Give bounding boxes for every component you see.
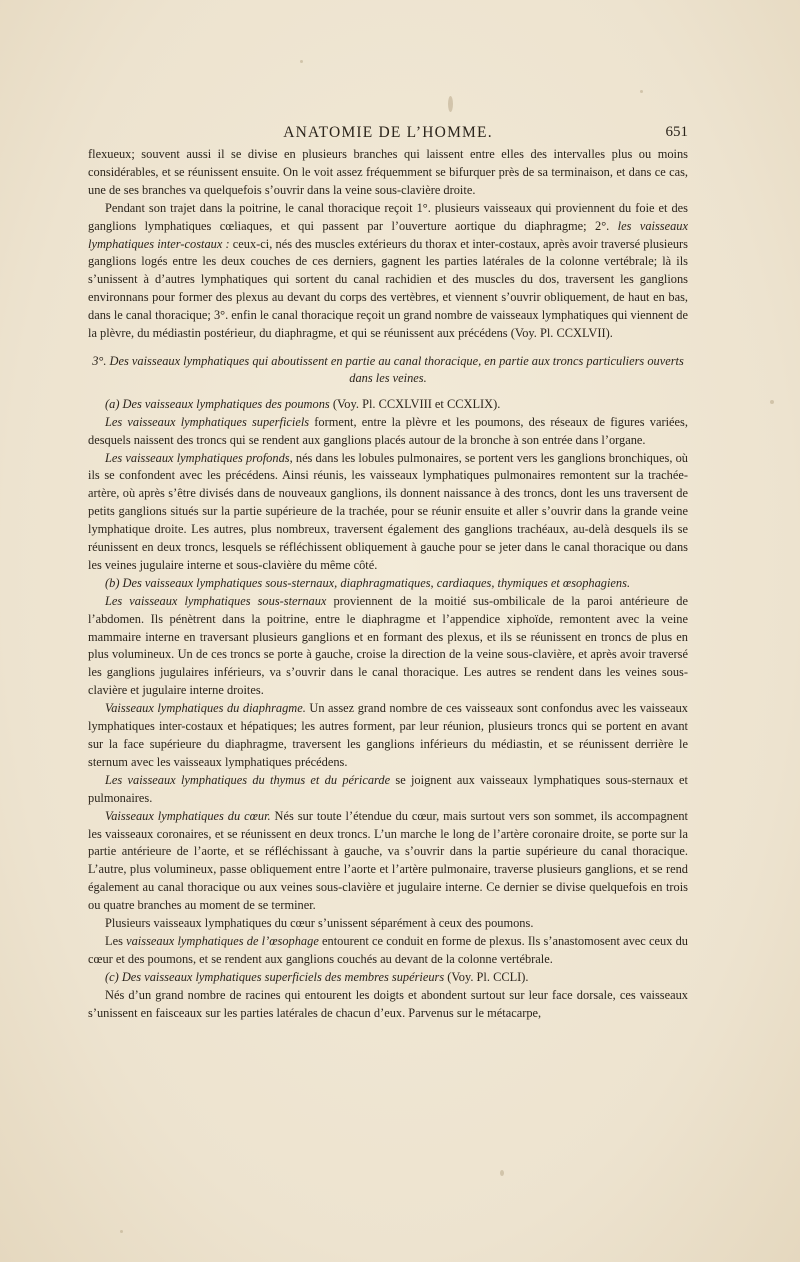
paragraph-text: Nés d’un grand nombre de racines qui entourent les doigts et abondent surtout sur leur face dorsale, ces vaisseaux s’unissent en faisceaux sur les parties latérales de chacun d’eux. Parvenus sur le métacarpe, [88, 987, 688, 1020]
subsection-title: (c) Des vaisseaux lymphatiques superficiels des membres supérieurs [105, 969, 445, 984]
paper-foxing-spot [640, 90, 643, 93]
paragraph-text: Pendant son trajet dans la poitrine, le canal thoracique reçoit 1°. plusieurs vaisseaux qui proviennent du foie et des ganglions lymphatiques cœliaques, et qui passent par l’ouverture aortique du diaphragme; 2°. [88, 200, 688, 233]
italic-term: Les vaisseaux lymphatiques superficiels [105, 414, 310, 429]
paragraph-text: Un assez grand nombre de ces vaisseaux sont confondus avec les vaisseaux lymphatiques inter-costaux et hépatiques; les autres forment, par leur réunion, plusieurs troncs qui se portent en avant sur la face supérieure du diaphragme, traversent les ganglions inférieurs du médiastin, et se réunissent derrière le sternum avec les vaisseaux lymphatiques précédens. [88, 701, 688, 769]
paragraph [88, 200, 688, 343]
subsection-heading [88, 396, 688, 414]
paragraph-text: Plusieurs vaisseaux lymphatiques du cœur s’unissent séparément à ceux des poumons. [105, 916, 534, 931]
paragraph [88, 593, 688, 700]
page-header [88, 124, 688, 146]
paragraph [88, 700, 688, 772]
paragraph [88, 808, 688, 915]
page-number: 651 [665, 124, 688, 140]
paper-foxing-spot [770, 400, 774, 404]
paragraph [88, 450, 688, 575]
paragraph [88, 933, 688, 969]
paper-foxing-spot [500, 1170, 504, 1176]
plate-reference: (Voy. Pl. CCLI). [444, 969, 529, 984]
italic-term: les vaisseaux lymphatiques inter-costaux : [88, 218, 688, 251]
paragraph-text: Les [105, 933, 127, 948]
paragraph [88, 915, 688, 933]
italic-term: Vaisseaux lymphatiques du cœur. [105, 808, 271, 823]
paragraph [88, 987, 688, 1023]
paper-foxing-spot [448, 96, 453, 112]
plate-reference: (Voy. Pl. CCXLVIII et CCXLIX). [329, 396, 501, 411]
paper-foxing-spot [300, 60, 303, 63]
subsection-title: (a) Des vaisseaux lymphatiques des poumons [105, 396, 330, 411]
paragraph-text: Nés sur toute l’étendue du cœur, mais surtout vers son sommet, ils accompagnent les vaisseaux coronaires, et se réunissent en deux troncs. L’un marche le long de l’artère coronaire droite, se porte sur la partie antérieure de l’aorte, et se réfléchissant à gauche, va s’ouvrir dans la partie supérieure du canal thoracique. L’autre, plus volumineux, passe obliquement entre l’aorte et l’artère pulmonaire, traverse plusieurs ganglions, et se rend également au canal thoracique ou aux veines sous-clavière et jugulaire interne. Ce dernier se divise quelquefois en trois ou quatre branches au moment de se terminer. [88, 808, 688, 913]
paragraph-text: flexueux; souvent aussi il se divise en plusieurs branches qui laissent entre elles des intervalles plus ou moins considérables, et se réunissent ensuite. On le voit assez fréquemment se bifurquer près de sa terminaison, et dans ce cas, une de ses branches va quelquefois s’ouvrir dans la veine sous-clavière droite. [88, 147, 688, 197]
paragraph-text: entourent ce conduit en forme de plexus. Ils s’anastomosent avec ceux du cœur et des poumons, et se rendent aux ganglions couchés au devant de la colonne vertébrale. [88, 933, 688, 966]
italic-term: Les vaisseaux lymphatiques du thymus et du péricarde [105, 772, 391, 787]
subsection-title: (b) Des vaisseaux lymphatiques sous-sternaux, diaphragmatiques, cardiaques, thymiques et œsophagiens. [105, 575, 631, 590]
paragraph-text: se joignent aux vaisseaux lymphatiques sous-sternaux et pulmonaires. [88, 772, 688, 805]
paragraph [88, 414, 688, 450]
paragraph-text: forment, entre la plèvre et les poumons, des réseaux de figures variées, desquels naissent des troncs qui se rendent aux ganglions placés autour de la bronche à son entrée dans l’organe. [88, 414, 688, 447]
italic-term: Les vaisseaux lymphatiques sous-sternaux [105, 593, 327, 608]
paragraph-text: ceux-ci, nés des muscles extérieurs du thorax et inter-costaux, après avoir traversé plusieurs ganglions logés entre les deux couches de ces derniers, gagnent les parties latérales de la colonne vertébrale; là ils s’unissent à d’autres lymphatiques qui sortent du canal rachidien et des muscles du dos, traversent les ganglions environnans pour former des plexus au devant du corps des vertèbres, et viennent s’ouvrir obliquement, de haut en bas, dans le canal thoracique; 3°. enfin le canal thoracique reçoit un grand nombre de vaisseaux lymphatiques qui viennent de la plèvre, du médiastin postérieur, du diaphragme, et qui se réunissent aux précédens (Voy. Pl. CCXLVII). [88, 236, 689, 341]
section-heading: 3°. Des vaisseaux lymphatiques qui aboutissent en partie au canal thoracique, en partie aux troncs particuliers ouverts dans les veines. [92, 353, 684, 386]
italic-term: Les vaisseaux lymphatiques profonds [105, 450, 290, 465]
subsection-heading [88, 575, 688, 593]
paragraph-text: , nés dans les lobules pulmonaires, se portent vers les ganglions bronchiques, où ils se confondent avec les précédens. Ainsi réunis, les vaisseaux lymphatiques pulmonaires remontent sur la trachée-artère, où après s’être divisés dans de nouveaux ganglions, ils donnent naissance à des troncs, dont les uns traversent de petits ganglions situés sur la partie supérieure de la trachée, pour se réunir ensuite et aller s’ouvrir dans la grande veine lymphatique droite. Les autres, plus nombreux, traversent également des ganglions trachéaux, au-delà desquels ils se réunissent en deux troncs, lesquels se réfléchissent obliquement à gauche pour se jeter dans le canal thoracique ou dans les veines jugulaire interne et sous-clavière du même côté. [88, 450, 688, 572]
paragraph-text: proviennent de la moitié sus-ombilicale de la paroi antérieure de l’abdomen. Ils pénètrent dans la poitrine, entre le diaphragme et l’appendice xiphoïde, remontent avec la veine mammaire interne en traversant plusieurs ganglions et en formant des plexus, et ils se réunissent en troncs de plus en plus volumineux. Un de ces troncs se porte à gauche, croise la direction de la veine sous-clavière, et après avoir traversé les ganglions jugulaires inférieurs, va s’ouvrir dans le canal thoracique. Les autres se rendent dans les veines sous-clavière et jugulaire interne droites. [88, 593, 688, 698]
running-title: ANATOMIE DE L’HOMME. [283, 124, 493, 141]
subsection-heading [88, 969, 688, 987]
paragraph [88, 146, 688, 200]
paragraph [88, 772, 688, 808]
paper-foxing-spot [120, 1230, 123, 1233]
italic-term: Vaisseaux lymphatiques du diaphragme. [105, 701, 306, 716]
italic-term: vaisseaux lymphatiques de l’œsophage [126, 933, 319, 948]
body-text [88, 146, 688, 1023]
